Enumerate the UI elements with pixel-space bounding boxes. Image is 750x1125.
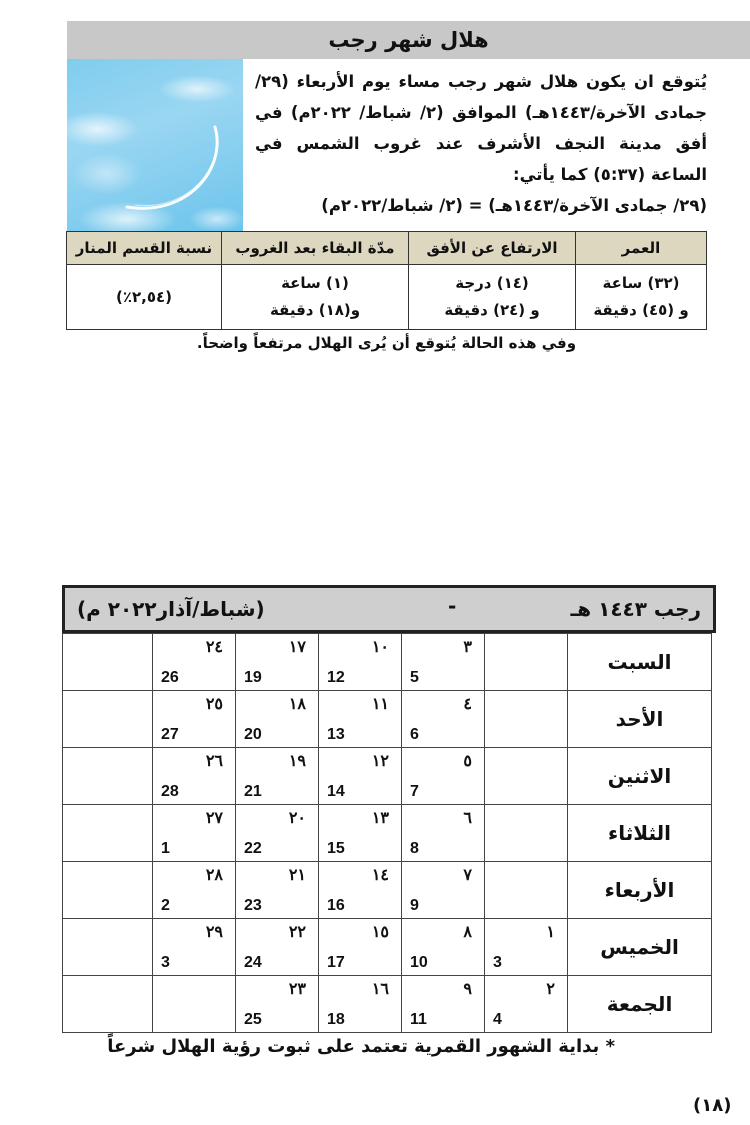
calendar-date-cell [485,691,568,748]
calendar-separator: - [448,594,457,618]
info-header-row [67,232,707,265]
gregorian-date: 24 [244,954,262,971]
hijri-date: ١٠ [371,639,389,656]
footnote: * بداية الشهور القمرية تعتمد على ثبوت رؤية الهلال شرعاً [107,1036,615,1057]
calendar-date-cell [153,919,236,976]
hijri-date: ٢٢ [288,924,306,941]
hijri-date: ٢٧ [205,810,223,827]
calendar-date-cell [402,919,485,976]
gregorian-date: 8 [410,840,419,857]
hijri-date: ٧ [463,867,472,884]
intro-text [255,66,707,221]
calendar-date-cell [319,691,402,748]
calendar-date-cell [236,748,319,805]
gregorian-date: 9 [410,897,419,914]
hijri-date: ٣ [463,639,472,656]
calendar-row [63,748,712,805]
gregorian-date: 22 [244,840,262,857]
hijri-date: ٢٦ [205,753,223,770]
calendar-date-cell [485,976,568,1033]
calendar-gregorian-months: (شباط/آذار٢٠٢٢ م) [77,597,265,621]
calendar-header [62,585,716,633]
intro-date-line: (٢٩/ جمادى الآخرة/١٤٤٣هـ) = (٢/ شباط/٢٠٢٢م) [321,196,707,215]
header-age: العمر [576,232,707,265]
hijri-date: ٤ [463,696,472,713]
gregorian-date: 12 [327,669,345,686]
calendar-day-name: السبت [568,634,712,691]
gregorian-date: 19 [244,669,262,686]
header-duration: مدّة البقاء بعد الغروب [222,232,409,265]
intro-paragraph: يُتوقع ان يكون هلال شهر رجب مساء يوم الأربعاء (٢٩/جمادى الآخرة/١٤٤٣هـ) الموافق (٢/ شباط/ ٢٠٢٢م) في أفق مدينة النجف الأشرف عند غروب الشمس في الساعة (٥:٣٧) كما يأتي: [255,72,707,184]
gregorian-date: 28 [161,783,179,800]
gregorian-date: 3 [493,954,502,971]
hijri-date: ٩ [463,981,472,998]
calendar-row [63,976,712,1033]
duration-hours: (١) ساعة [281,274,349,292]
visibility-note: وفي هذه الحالة يُتوقع أن يُرى الهلال مرتفعاً واضحاً. [196,334,577,352]
calendar-date-cell [319,805,402,862]
calendar-date-cell [485,748,568,805]
gregorian-date: 2 [161,897,170,914]
header-illumination: نسبة القسم المنار [67,232,222,265]
hijri-date: ٢١ [288,867,306,884]
value-illumination: (٢,٥٤٪) [67,265,222,330]
calendar-date-cell [485,634,568,691]
gregorian-date: 7 [410,783,419,800]
crescent-moon-icon [67,59,243,231]
value-duration [222,265,409,330]
page-title-bar [67,21,750,59]
calendar-date-cell [63,976,153,1033]
hijri-date: ١٤ [371,867,389,884]
calendar-date-cell [402,976,485,1033]
hijri-date: ٢٠ [288,810,306,827]
crescent-moon-sky-image [67,59,243,231]
calendar-row [63,862,712,919]
gregorian-date: 15 [327,840,345,857]
calendar-date-cell [319,748,402,805]
gregorian-date: 25 [244,1011,262,1028]
hijri-date: ١ [546,924,555,941]
calendar-date-cell [153,634,236,691]
calendar-day-name: الثلاثاء [568,805,712,862]
gregorian-date: 13 [327,726,345,743]
calendar-date-cell [153,976,236,1033]
calendar-date-cell [485,919,568,976]
hijri-date: ٢٥ [205,696,223,713]
duration-minutes: و(١٨) دقيقة [269,301,361,319]
hijri-date: ١٨ [288,696,306,713]
calendar-date-cell [63,691,153,748]
age-hours: (٣٢) ساعة [602,274,680,292]
gregorian-date: 5 [410,669,419,686]
hijri-date: ١١ [371,696,389,713]
calendar-row [63,691,712,748]
calendar-date-cell [402,862,485,919]
hijri-date: ١٢ [371,753,389,770]
hijri-date: ٢ [546,981,555,998]
calendar-date-cell [153,748,236,805]
calendar-row [63,919,712,976]
gregorian-date: 14 [327,783,345,800]
gregorian-date: 26 [161,669,179,686]
gregorian-date: 3 [161,954,170,971]
calendar-date-cell [402,748,485,805]
calendar-day-name: الخميس [568,919,712,976]
calendar-date-cell [319,634,402,691]
calendar-day-name: الأحد [568,691,712,748]
calendar-date-cell [402,634,485,691]
value-age [576,265,707,330]
gregorian-date: 17 [327,954,345,971]
calendar-date-cell [236,691,319,748]
gregorian-date: 4 [493,1011,502,1028]
calendar-date-cell [63,862,153,919]
info-value-row [67,265,707,330]
hijri-date: ٢٣ [288,981,306,998]
hijri-date: ٥ [463,753,472,770]
calendar-date-cell [402,691,485,748]
page-number: (١٨) [693,1095,732,1116]
gregorian-date: 21 [244,783,262,800]
moon-info-table [66,231,707,330]
gregorian-date: 23 [244,897,262,914]
calendar-date-cell [319,862,402,919]
gregorian-date: 18 [327,1011,345,1028]
gregorian-date: 11 [410,1011,427,1028]
hijri-date: ٢٩ [205,924,223,941]
calendar-date-cell [63,805,153,862]
header-altitude: الارتفاع عن الأفق [409,232,576,265]
calendar-date-cell [236,634,319,691]
calendar-date-cell [153,691,236,748]
hijri-date: ١٦ [371,981,389,998]
calendar-date-cell [485,805,568,862]
gregorian-date: 27 [161,726,179,743]
hijri-date: ١٧ [288,639,306,656]
calendar-date-cell [236,805,319,862]
calendar-date-cell [319,976,402,1033]
calendar-date-cell [402,805,485,862]
hijri-date: ٨ [463,924,472,941]
gregorian-date: 16 [327,897,345,914]
calendar-date-cell [153,805,236,862]
hijri-date: ١٩ [288,753,306,770]
hijri-date: ٦ [463,810,472,827]
page-title: هلال شهر رجب [328,28,489,52]
calendar-date-cell [236,976,319,1033]
altitude-minutes: و (٢٤) دقيقة [444,301,540,319]
calendar-date-cell [485,862,568,919]
value-altitude [409,265,576,330]
calendar-date-cell [63,748,153,805]
calendar-day-name: الأربعاء [568,862,712,919]
gregorian-date: 1 [161,840,170,857]
hijri-date: ١٥ [371,924,389,941]
gregorian-date: 20 [244,726,262,743]
calendar-hijri-month: رجب ١٤٤٣ هـ [570,597,701,621]
gregorian-date: 6 [410,726,419,743]
hijri-date: ٢٨ [205,867,223,884]
age-minutes: و (٤٥) دقيقة [593,301,689,319]
hijri-date: ٢٤ [205,639,223,656]
gregorian-date: 10 [410,954,428,971]
calendar-date-cell [153,862,236,919]
calendar-date-cell [319,919,402,976]
calendar-date-cell [236,919,319,976]
calendar-table [62,633,712,1033]
calendar-row [63,634,712,691]
calendar-date-cell [63,919,153,976]
calendar-day-name: الجمعة [568,976,712,1033]
calendar-date-cell [63,634,153,691]
calendar-date-cell [236,862,319,919]
calendar-row [63,805,712,862]
altitude-degrees: (١٤) درجة [455,274,529,292]
calendar-day-name: الاثنين [568,748,712,805]
hijri-date: ١٣ [371,810,389,827]
